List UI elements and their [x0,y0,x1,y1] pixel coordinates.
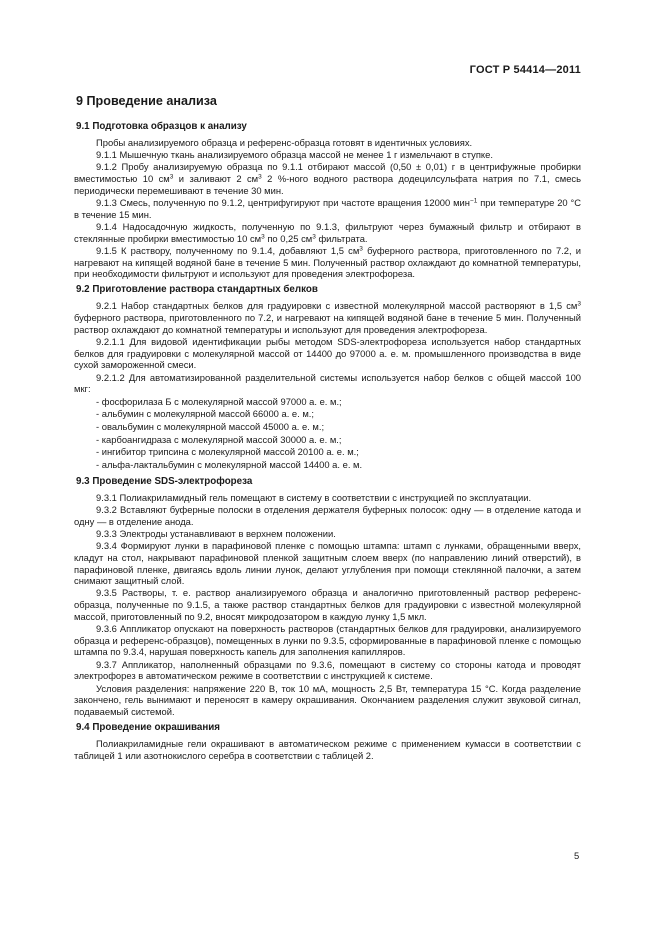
paragraph-9-3-6: 9.3.6 Аппликатор опускают на поверхность растворов (стандартных белков для градуировки, анализируемого образца и референс-образцов), помещенных в лунки по 9.3.5, сформированные в парафиновой пленке с помощью штампа по 9.3.4, нарушая поверхность капель для заполнения капилляров. [74,623,581,658]
text-segment: 9.1.2 Пробу анализируемую образца по 9.1.1 отбирают массой (0,50 ± 0,01) г в центрифужные пробирки вместимостью 10 см [74,161,581,185]
standard-number: ГОСТ Р 54414—2011 [469,64,581,76]
paragraph-9-1-2 [74,161,581,196]
text-segment: и заливают 2 см [173,173,259,185]
text-segment: 2 %-ного водного раствора додецилсульфата натрия по 7.1, смесь периодически перемешивают в течение 30 мин. [74,173,581,196]
paragraph-9-3-4: 9.3.4 Формируют лунки в парафиновой пленке с помощью штампа: штамп с лунками, обращенными вверх, кладут на стол, накрывают парафиновой пленкой защитным слоем вверх (по направлению линий отверстий), в парафиновой пленке, двигаясь вдоль линии лунок, делают углубления при помощи стеклянной палочки, а затем снимают защитный слой. [74,540,581,587]
text-segment: буферного раствора, приготовленного по 7.2, и нагревают на кипящей водяной бане в течение 5 мин. Полученный раствор охлаждают до комнатной температуры и используют для проведения электрофореза. [74,312,581,335]
paragraph-9-3-1: 9.3.1 Полиакриламидный гель помещают в систему в соответствии с инструкцией по эксплуатации. [96,491,532,503]
paragraph-9-1-5 [74,245,581,280]
paragraph: Пробы анализируемого образца и референс-образца готовят в идентичных условиях. [96,137,473,148]
paragraph-9-3-5: 9.3.5 Растворы, т. е. раствор анализируемого образца и аналогично приготовленный раствор референс-образца, полученные по 9.1.5, а также раствор стандартных белков для градуировки с известной молекулярной массой, приготовленный по 9.2, вносят микродозатором в каждую лунку 1,5 мкл. [74,587,581,622]
text-segment: 9.2.1 Набор стандартных белков для градуировки с известной молекулярной массой растворяют в 1,5 см [96,300,578,312]
list-item: - альфа-лактальбумин с молекулярной массой 14400 а. е. м. [96,459,363,471]
paragraph-separation-conditions: Условия разделения: напряжение 220 В, ток 10 мА, мощность 2,5 Вт, температура 15 °С. Когда разделение закончено, гель вынимают и переносят в камеру окрашивания. Окончанием разделения служит звуковой сигнал, подаваемый системой. [74,682,581,717]
superscript: 3 [577,300,581,308]
paragraph-staining: Полиакриламидные гели окрашивают в автоматическом режиме с применением кумасси в соответствии с таблицей 1 или азотнокислого серебра в соответствии с таблицей 2. [74,738,581,761]
paragraph-9-3-2: 9.3.2 Вставляют буферные полоски в отделения держателя буферных полосок: одну — в отделение катода и одну — в отделение анода. [74,503,581,527]
paragraph-9-1-4 [74,221,581,244]
subsection-title-9-1: 9.1 Подготовка образцов к анализу [76,121,247,132]
list-item: - карбоангидраза с молекулярной массой 30000 а. е. м.; [96,433,342,445]
subsection-title-9-3: 9.3 Проведение SDS-электрофореза [76,475,253,487]
paragraph-9-2-1-2: 9.2.1.2 Для автоматизированной разделительной системы используется набор белков с общей массой 100 мкг: [74,371,581,395]
list-item: - овальбумин с молекулярной массой 45000 а. е. м.; [96,420,325,432]
list-item: - альбумин с молекулярной массой 66000 а. е. м.; [96,408,314,420]
superscript: −1 [469,197,478,205]
paragraph-9-1-1: 9.1.1 Мышечную ткань анализируемого образца массой не менее 1 г измельчают в ступке. [96,149,493,161]
superscript: 3 [359,245,363,253]
subsection-title-9-2: 9.2 Приготовление раствора стандартных белков [76,284,318,296]
text-segment: 9.1.3 Смесь, полученную по 9.1.2, центрифугируют при частоте вращения 12000 мин [96,197,470,209]
paragraph-9-2-1-1: 9.2.1.1 Для видовой идентификации рыбы методом SDS-электрофореза используется набор стандартных белков для градуировки с молекулярной массой от 14400 до 97000 а. е. м. промышленного производства в виде сухой замороженной смеси. [74,336,581,371]
page-number: 5 [574,850,580,861]
text-segment: буферного раствора, приготовленного по 7.2, и нагревают на кипящей водяной бане в течение 5 мин. Полученный раствор охлаждают до комнатной температуры, при необходимости фильтруют и используют для проведения электрофореза. [74,244,581,280]
superscript: 3 [312,233,316,241]
superscript: 3 [258,173,262,181]
section-title: 9 Проведение анализа [76,94,217,108]
text-segment: фильтрата. [315,232,368,244]
page-content [74,94,581,762]
text-segment: по 0,25 см [264,232,313,244]
paragraph-9-2-1 [74,300,581,335]
text-segment: 9.1.5 К раствору, полученному по 9.1.4, добавляют 1,5 см [96,244,360,256]
text-segment: 9.1.4 Надосадочную жидкость, полученную по 9.1.3, фильтруют через бумажный фильтр и отбирают в стеклянные пробирки вместимостью 10 см [74,220,581,244]
subsection-title-9-4: 9.4 Проведение окрашивания [76,722,220,734]
superscript: 3 [261,233,265,241]
paragraph-9-1-3 [74,197,581,220]
list-item: - фосфорилаза Б с молекулярной массой 97000 а. е. м.; [96,395,342,407]
text-segment: при температуре 20 °С в течение 15 мин. [74,197,581,220]
paragraph-9-3-7: 9.3.7 Аппликатор, наполненный образцами по 9.3.6, помещают в систему со стороны катода и проводят электрофорез в автоматическом режиме в соответствии с инструкцией к системе. [74,658,581,682]
list-item: - ингибитор трипсина с молекулярной массой 20100 а. е. м.; [96,446,359,458]
paragraph-9-3-3: 9.3.3 Электроды устанавливают в верхнем положении. [96,527,336,539]
superscript: 3 [169,173,174,181]
